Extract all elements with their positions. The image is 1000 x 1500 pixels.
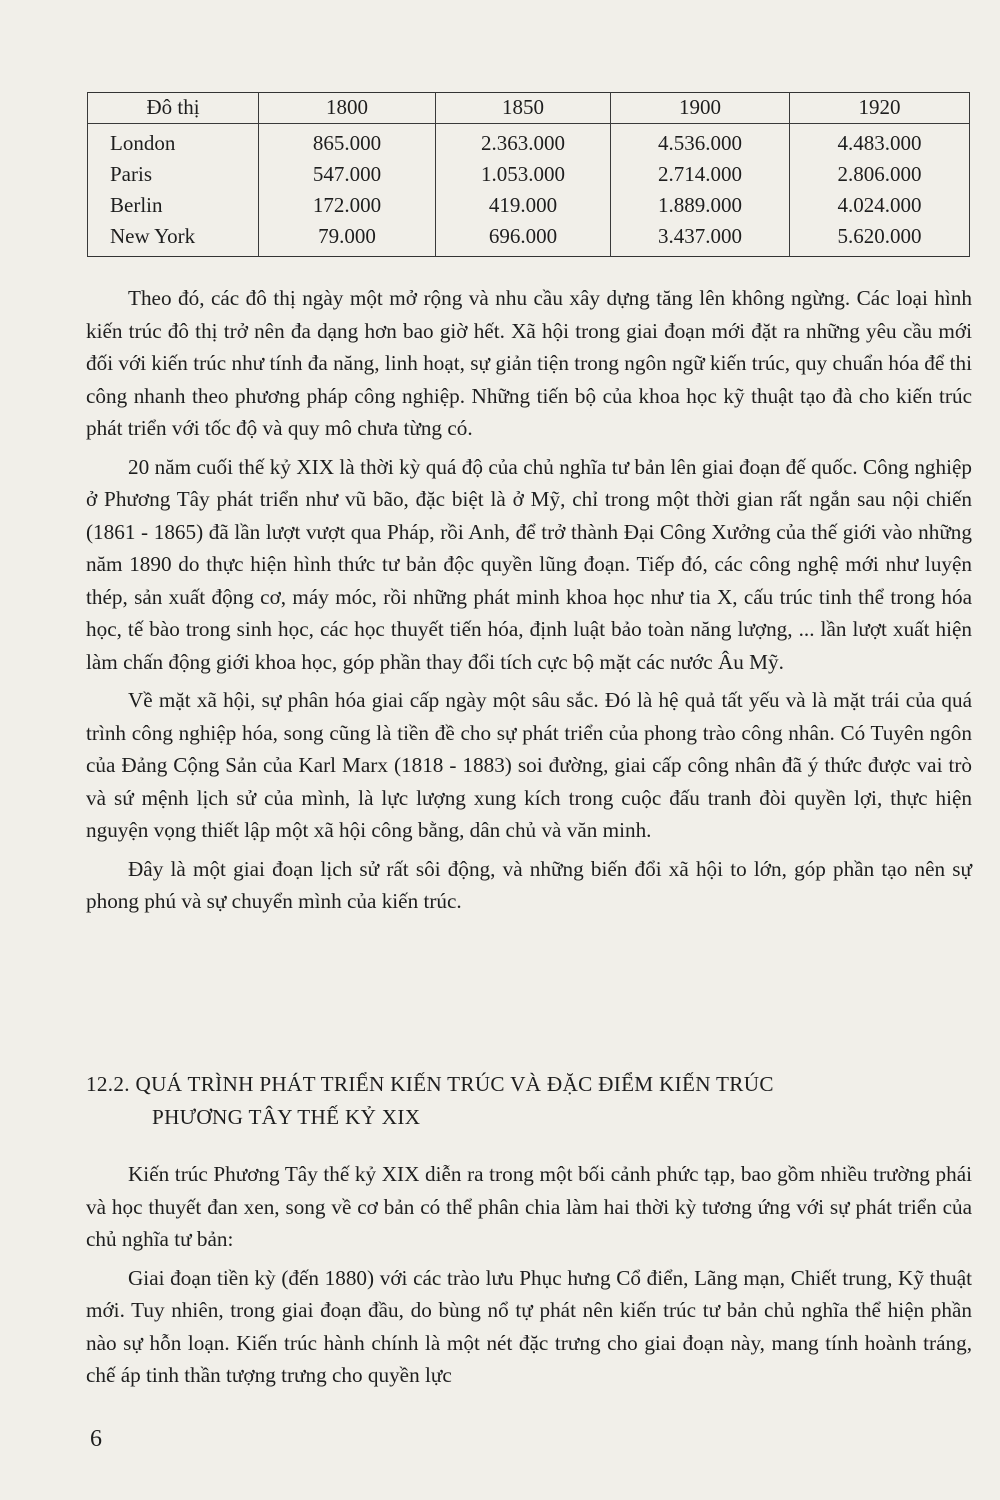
table-cell: 547.000 xyxy=(259,159,436,190)
table-cell: 79.000 xyxy=(259,221,436,257)
table-cell: 5.620.000 xyxy=(790,221,970,257)
table-header-row xyxy=(88,93,970,124)
table-cell: 2.363.000 xyxy=(436,124,611,160)
table-row xyxy=(88,159,970,190)
table-header-1850: 1850 xyxy=(436,93,611,124)
table-cell: 3.437.000 xyxy=(611,221,790,257)
table-cell-city: New York xyxy=(88,221,259,257)
table-cell: 4.536.000 xyxy=(611,124,790,160)
population-table xyxy=(87,92,970,257)
section-heading-line2: PHƯƠNG TÂY THẾ KỶ XIX xyxy=(152,1105,421,1129)
body-text-upper xyxy=(86,282,972,918)
table-cell: 172.000 xyxy=(259,190,436,221)
table-cell: 419.000 xyxy=(436,190,611,221)
table-cell: 865.000 xyxy=(259,124,436,160)
table-cell: 2.806.000 xyxy=(790,159,970,190)
table-header-1900: 1900 xyxy=(611,93,790,124)
table-header-1920: 1920 xyxy=(790,93,970,124)
table-row xyxy=(88,221,970,257)
table-cell-city: London xyxy=(88,124,259,160)
table-cell: 1.053.000 xyxy=(436,159,611,190)
table-cell: 1.889.000 xyxy=(611,190,790,221)
paragraph: Giai đoạn tiền kỳ (đến 1880) với các trào lưu Phục hưng Cổ điển, Lãng mạn, Chiết trung, Kỹ thuật mới. Tuy nhiên, trong giai đoạn đầu, do bùng nổ tự phát nên kiến trúc tư bản chủ nghĩa thể hiện phần nào sự hỗn loạn. Kiến trúc hành chính là một nét đặc trưng cho giai đoạn này, mang tính hoành tráng, chế áp tinh thần tượng trưng cho quyền lực xyxy=(86,1265,972,1387)
body-text-lower xyxy=(86,1158,972,1392)
table-cell: 4.483.000 xyxy=(790,124,970,160)
page-number: 6 xyxy=(90,1426,102,1452)
table-cell-city: Paris xyxy=(88,159,259,190)
table-row xyxy=(88,190,970,221)
table-header-city: Đô thị xyxy=(88,93,259,124)
table-cell-city: Berlin xyxy=(88,190,259,221)
paragraph: Về mặt xã hội, sự phân hóa giai cấp ngày một sâu sắc. Đó là hệ quả tất yếu và là mặt trái của quá trình công nghiệp hóa, song cũng là tiền đề cho sự phát triển của phong trào công nhân. Có Tuyên ngôn của Đảng Cộng Sản của Karl Marx (1818 - 1883) soi đường, giai cấp công nhân đã ý thức được vai trò và sứ mệnh lịch sử của mình, là lực lượng xung kích trong cuộc đấu tranh đòi quyền lợi, thực hiện nguyện vọng thiết lập một xã hội công bằng, dân chủ và văn minh. xyxy=(86,688,972,842)
table-row xyxy=(88,124,970,160)
table-cell: 4.024.000 xyxy=(790,190,970,221)
paragraph: Theo đó, các đô thị ngày một mở rộng và nhu cầu xây dựng tăng lên không ngừng. Các loại hình kiến trúc đô thị trở nên đa dạng hơn bao giờ hết. Xã hội trong giai đoạn mới đặt ra những yêu cầu mới đối với kiến trúc như tính đa năng, linh hoạt, sự giản tiện trong ngôn ngữ kiến trúc, quy chuẩn hóa để thi công nhanh theo phương pháp công nghiệp. Những tiến bộ của khoa học kỹ thuật tạo đà cho kiến trúc phát triển với tốc độ và quy mô chưa từng có. xyxy=(86,286,972,440)
table-header-1800: 1800 xyxy=(259,93,436,124)
section-heading-line1: 12.2. QUÁ TRÌNH PHÁT TRIỂN KIẾN TRÚC VÀ ĐẶC ĐIỂM KIẾN TRÚC xyxy=(86,1072,774,1096)
table-cell: 2.714.000 xyxy=(611,159,790,190)
table-cell: 696.000 xyxy=(436,221,611,257)
paragraph: Kiến trúc Phương Tây thế kỷ XIX diễn ra trong một bối cảnh phức tạp, bao gồm nhiều trường phái và học thuyết đan xen, song về cơ bản có thể phân chia làm hai thời kỳ tương ứng với sự phát triển của chủ nghĩa tư bản: xyxy=(86,1162,972,1251)
paragraph: Đây là một giai đoạn lịch sử rất sôi động, và những biến đổi xã hội to lớn, góp phần tạo nên sự phong phú và sự chuyển mình của kiến trúc. xyxy=(86,856,972,913)
section-heading xyxy=(86,1068,972,1134)
paragraph: 20 năm cuối thế kỷ XIX là thời kỳ quá độ của chủ nghĩa tư bản lên giai đoạn đế quốc. Công nghiệp ở Phương Tây phát triển như vũ bão, đặc biệt là ở Mỹ, chỉ trong một thời gian rất ngắn sau nội chiến (1861 - 1865) đã lần lượt vượt qua Pháp, rồi Anh, để trở thành Đại Công Xưởng của thế giới vào những năm 1890 do thực hiện hình thức tư bản độc quyền lũng đoạn. Tiếp đó, các công nghệ mới như luyện thép, sản xuất động cơ, máy móc, rồi những phát minh khoa học như tia X, cấu trúc tinh thể trong hóa học, tế bào trong sinh học, các học thuyết tiến hóa, định luật bảo toàn năng lượng, ... lần lượt xuất hiện làm chấn động giới khoa học, góp phần thay đổi tích cực bộ mặt các nước Âu Mỹ. xyxy=(86,454,972,674)
